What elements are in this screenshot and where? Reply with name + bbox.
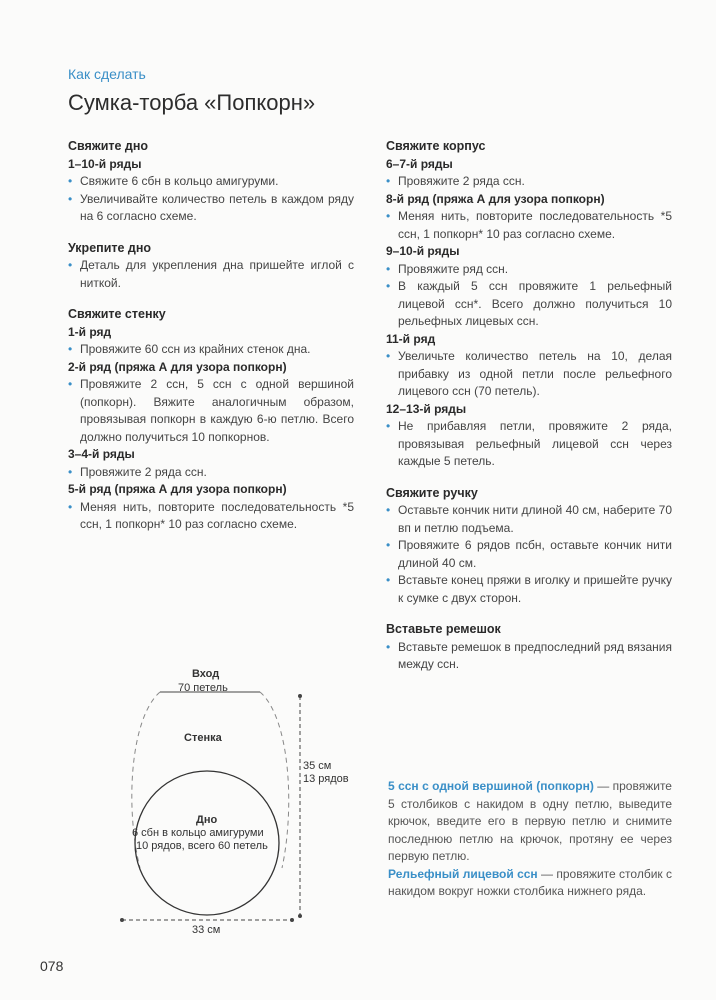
left-column [68,136,354,548]
right-column [386,136,672,688]
row-heading: 12–13-й ряды [386,401,467,416]
instruction-bullet: • Провяжите 2 ссн, 5 ссн с одной вершиной (попкорн). Вяжите аналогичным образом, провязывая попкорн в каждую 6-ю петлю. Всего должно получиться 10 попкорнов. [68,376,354,446]
instruction-section [68,306,354,534]
instruction-bullet: • В каждый 5 ссн провяжите 1 рельефный лицевой ссн*. Всего должно получиться 10 рельефных лицевых ссн. [386,278,672,331]
section-heading: Свяжите стенку [68,307,166,321]
instruction-bullet: • Свяжите 6 сбн в кольцо амигуруми. [68,173,354,191]
page-title: Сумка-торба «Попкорн» [68,90,316,115]
entrance-count: 70 петель [178,682,228,694]
instruction-bullet: • Вставьте конец пряжи в иголку и пришейте ручку к сумке с двух сторон. [386,572,672,607]
page-number: 078 [40,958,64,974]
instruction-bullet: • Не прибавляя петли, провяжите 2 ряда, провязывая рельефный лицевой ссн через каждые 5 петель. [386,418,672,471]
instruction-section [386,621,672,674]
bottom-title: Дно [196,814,218,826]
instruction-bullet: • Оставьте кончик нити длиной 40 см, наберите 70 вп и петлю подъема. [386,502,672,537]
section-heading: Свяжите дно [68,139,149,153]
height-cm: 35 см [303,760,332,772]
instruction-section [386,485,672,608]
instruction-bullet: • Меняя нить, повторите последовательность *5 ссн, 1 попкорн* 10 раз согласно схеме. [68,499,354,534]
bag-diagram [110,658,360,943]
instruction-bullet: • Провяжите 60 ссн из крайних стенок дна. [68,341,354,359]
instruction-bullet: • Увеличьте количество петель на 10, делая прибавку из одной петли после рельефного лицевого ссн (70 петель). [386,348,672,401]
relief-note [388,866,672,901]
bottom-line1: 6 сбн в кольцо амигуруми [132,827,264,839]
section-heading: Свяжите корпус [386,139,486,153]
width-label: 33 см [192,924,221,936]
instruction-section [68,240,354,293]
instruction-bullet: • Меняя нить, повторите последовательность *5 ссн, 1 попкорн* 10 раз согласно схеме. [386,208,672,243]
popcorn-note [388,778,672,866]
instruction-bullet: • Провяжите ряд ссн. [386,261,672,279]
section-heading: Свяжите ручку [386,485,478,500]
instruction-section [68,138,354,226]
row-heading: 5-й ряд (пряжа А для узора попкорн) [68,482,287,496]
bag-diagram-svg [110,658,360,943]
instruction-section [386,138,672,471]
relief-term: Рельефный лицевой ссн [388,866,538,881]
section-heading: Укрепите дно [68,240,152,255]
wall-label: Стенка [184,732,222,744]
instruction-bullet: • Увеличивайте количество петель в каждом ряду на 6 согласно схеме. [68,191,354,226]
row-heading: 1-й ряд [68,324,112,339]
row-heading: 11-й ряд [386,331,436,346]
instruction-bullet: • Деталь для укрепления дна пришейте иглой с ниткой. [68,257,354,292]
instruction-bullet: • Провяжите 2 ряда ссн. [68,464,354,482]
row-heading: 3–4-й ряды [68,447,135,461]
section-label: Как сделать [68,66,146,82]
popcorn-term: 5 ссн с одной вершиной (попкорн) [388,779,594,793]
entrance-title: Вход [192,668,220,680]
height-rows: 13 рядов [303,773,349,785]
row-heading: 6–7-й ряды [386,156,453,171]
bottom-line2: 10 рядов, всего 60 петель [136,840,268,852]
row-heading: 8-й ряд (пряжа А для узора попкорн) [386,191,605,206]
instruction-bullet: • Вставьте ремешок в предпоследний ряд вязания между ссн. [386,639,672,674]
notes-block [388,778,672,901]
section-heading: Вставьте ремешок [386,622,501,636]
row-heading: 2-й ряд (пряжа А для узора попкорн) [68,359,287,374]
popcorn-text: — провяжите 5 столбиков с накидом в одну петлю, выведите крючок, введите его в первую петлю и снимите последнюю петлю на крючок, протяну ее через первую петлю. [388,779,672,863]
row-heading: 1–10-й ряды [68,156,142,171]
instruction-bullet: • Провяжите 2 ряда ссн. [386,173,672,191]
instruction-bullet: • Провяжите 6 рядов псбн, оставьте кончик нити длиной 40 см. [386,537,672,572]
row-heading: 9–10-й ряды [386,244,460,258]
relief-text: — провяжите столбик с накидом вокруг ножки столбика нижнего ряда. [388,866,672,898]
